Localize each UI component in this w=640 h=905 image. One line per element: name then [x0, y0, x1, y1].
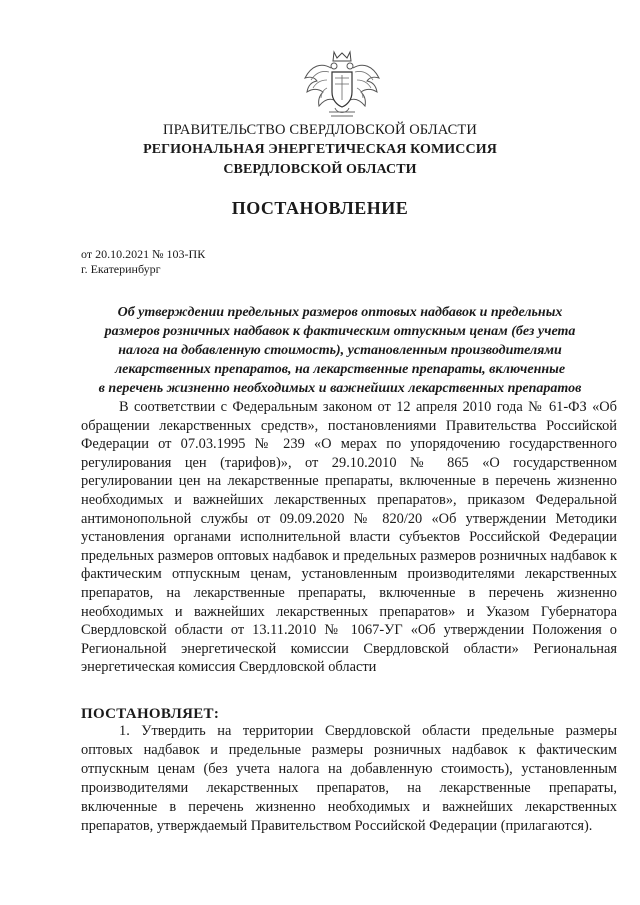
document-date-number: от 20.10.2021 № 103-ПК: [81, 247, 206, 261]
subject-line: налога на добавленную стоимость), установленным производителями: [118, 343, 562, 358]
subject-line: Об утверждении предельных размеров оптовых надбавок и предельных: [117, 305, 563, 320]
subject-line: лекарственных препаратов, на лекарственные препараты, включенные: [114, 362, 566, 377]
item-1-paragraph: 1. Утвердить на территории Свердловской области предельные размеры оптовых надбавок и предельные размеры розничных надбавок к фактическим отпускным ценам (без учета налога на добавленную стоимость), установленным производителями лекарственных препаратов, на лекарственные препараты, включенные в перечень жизненно необходимых и важнейших лекарственных препаратов, утверждаемый Правительством Российской Федерации (прилагаются).: [81, 723, 617, 834]
document-type: ПОСТАНОВЛЕНИЕ: [231, 198, 409, 218]
government-name: ПРАВИТЕЛЬСТВО СВЕРДЛОВСКОЙ ОБЛАСТИ: [163, 122, 477, 138]
document-subject: [60, 303, 620, 398]
preamble-paragraph: В соответствии с Федеральным законом от 12 апреля 2010 года № 61-ФЗ «Об обращении лекарственных средств», постановлениями Правительства Российской Федерации от 07.03.1995 № 239 «О мерах по упорядочению государственного регулирования цен (тарифов)», от 29.10.2010 № 865 «О государственном регулировании цен на лекарственные препараты, включенные в перечень жизненно необходимых и важнейших лекарственных препаратов», приказом Федеральной антимонопольной службы от 09.09.2020 № 820/20 «Об утверждении Методики установления органами исполнительной власти субъектов Российской Федерации предельных размеров оптовых надбавок и предельных размеров розничных надбавок к фактическим отпускным ценам, установленным производителями лекарственных препаратов, на лекарственные препараты, включенные в перечень жизненно необходимых и важнейших лекарственных препаратов» и Указом Губернатора Свердловской области от 13.11.2010 № 1067-УГ «Об утверждении Положения о Региональной энергетической комиссии Свердловской области» Региональная энергетическая комиссия Свердловской области: [81, 399, 617, 676]
resolves-heading: ПОСТАНОВЛЯЕТ:: [81, 706, 220, 722]
commission-name-line2: СВЕРДЛОВСКОЙ ОБЛАСТИ: [223, 162, 417, 177]
subject-line: в перечень жизненно необходимых и важнейших лекарственных препаратов: [98, 381, 582, 396]
subject-line: размеров розничных надбавок к фактическим отпускным ценам (без учета: [104, 324, 576, 339]
document-place: г. Екатеринбург: [81, 262, 161, 276]
coat-of-arms-icon: [301, 48, 383, 120]
commission-name-line1: РЕГИОНАЛЬНАЯ ЭНЕРГЕТИЧЕСКАЯ КОМИССИЯ: [143, 142, 497, 157]
